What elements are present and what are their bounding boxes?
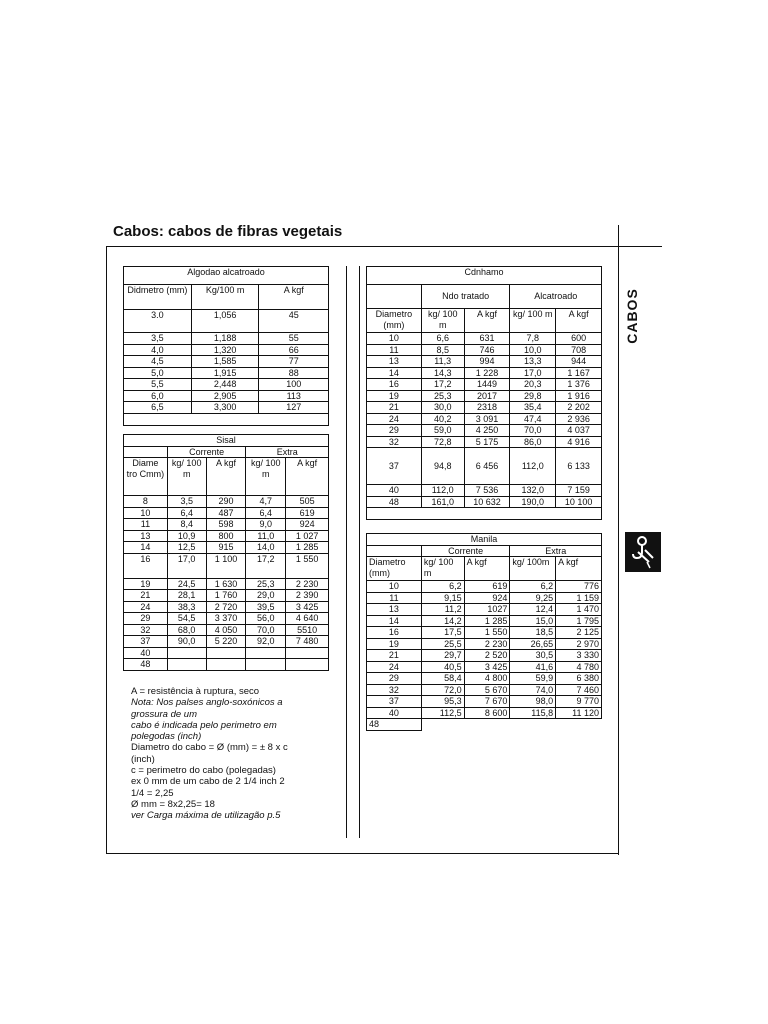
table-cell: 12,4 <box>510 604 556 616</box>
table-cell: 1 470 <box>556 604 602 616</box>
table-cell: 7 536 <box>464 485 510 497</box>
table-cell: 14,3 <box>421 367 464 379</box>
table-cell: 1 376 <box>556 379 602 391</box>
table-cell: 190,0 <box>510 496 556 508</box>
table-cell: 30,5 <box>510 650 556 662</box>
table-cell: 3 091 <box>464 413 510 425</box>
group-header: Corrente <box>167 446 246 458</box>
table-cell: 25,3 <box>421 390 464 402</box>
table-cell: 39,5 <box>246 601 286 613</box>
table-cell <box>206 647 246 659</box>
table-cell: 55 <box>259 333 329 345</box>
table-cell: 1449 <box>464 379 510 391</box>
table-cell: 17,0 <box>167 553 206 578</box>
note-line: Diametro do cabo = Ø (mm) = ± 8 x c <box>131 742 288 754</box>
table-cell: 1,188 <box>191 333 259 345</box>
table-cell: 8,4 <box>167 519 206 531</box>
table-cell: 58,4 <box>421 673 464 685</box>
column-header: A kgf <box>556 557 602 581</box>
group-header: Alcatroado <box>510 285 602 309</box>
table-cell: 72,8 <box>421 436 464 448</box>
column-header: Diametro (mm) <box>367 557 422 581</box>
table-cell: 56,0 <box>246 613 286 625</box>
table-cell: 2 936 <box>556 413 602 425</box>
table-cell: 11 120 <box>556 707 602 719</box>
page-title: Cabos: cabos de fibras vegetais <box>113 223 343 240</box>
column-header: kg/ 100 m <box>246 458 286 496</box>
note-line: ver Carga máxima de utilizagão p.5 <box>131 810 281 822</box>
side-rule <box>618 225 619 855</box>
table-cell: 28,1 <box>167 590 206 602</box>
table-title: Manila <box>367 534 602 546</box>
table-cell: 21 <box>124 590 168 602</box>
table-cell: 24 <box>367 413 422 425</box>
table-cell: 9 770 <box>556 696 602 708</box>
table-cell: 9,15 <box>421 592 464 604</box>
table-cell: 40 <box>367 707 422 719</box>
table-cell: 29,8 <box>510 390 556 402</box>
table-cell: 8 600 <box>464 707 510 719</box>
table-cell: 132,0 <box>510 485 556 497</box>
table-cell: 1,320 <box>191 344 259 356</box>
table-cell: 290 <box>206 496 246 508</box>
table-cell: 1,915 <box>191 367 259 379</box>
table-cell: 10 <box>367 333 422 345</box>
table-cell: 17,0 <box>510 367 556 379</box>
table-cell: 21 <box>367 402 422 414</box>
table-cell <box>167 647 206 659</box>
table-cell: 112,0 <box>510 448 556 485</box>
table-cell: 2 520 <box>464 650 510 662</box>
table-cell: 1 100 <box>206 553 246 578</box>
note-line: Ø mm = 8x2,25= 18 <box>131 798 215 810</box>
table-title: Sisal <box>124 435 329 447</box>
column-header: kg/ 100 m <box>510 309 556 333</box>
column-header: A kgf <box>206 458 246 496</box>
table-cell: 113 <box>259 390 329 402</box>
table-spacer <box>367 508 602 520</box>
table-cell: 29 <box>367 425 422 437</box>
table-cell: 4,5 <box>124 356 192 368</box>
column-header: kg/ 100 m <box>167 458 206 496</box>
table-cell: 66 <box>259 344 329 356</box>
table-cell: 3 425 <box>464 661 510 673</box>
table-cell: 41,6 <box>510 661 556 673</box>
table-cell: 86,0 <box>510 436 556 448</box>
sisal-table <box>123 434 329 671</box>
table-cell: 45 <box>259 310 329 333</box>
table-cell: 161,0 <box>421 496 464 508</box>
table-cell: 24 <box>367 661 422 673</box>
table-cell <box>246 647 286 659</box>
table-cell: 14 <box>124 542 168 554</box>
table-cell: 924 <box>464 592 510 604</box>
table-cell: 95,3 <box>421 696 464 708</box>
table-cell: 2 720 <box>206 601 246 613</box>
table-cell: 26,65 <box>510 638 556 650</box>
note-line: 1/4 = 2,25 <box>131 787 174 799</box>
table-cell: 19 <box>124 578 168 590</box>
table-cell: 2 970 <box>556 638 602 650</box>
column-header: kg/ 100 m <box>421 309 464 333</box>
table-cell: 74,0 <box>510 684 556 696</box>
table-cell: 2,905 <box>191 390 259 402</box>
table-cell: 3 330 <box>556 650 602 662</box>
table-cell: 5,5 <box>124 379 192 391</box>
table-cell: 14,2 <box>421 615 464 627</box>
table-cell: 13 <box>124 530 168 542</box>
table-cell: 3 425 <box>286 601 329 613</box>
table-cell: 94,8 <box>421 448 464 485</box>
table-cell: 70,0 <box>510 425 556 437</box>
table-cell: 598 <box>206 519 246 531</box>
table-cell: 2 390 <box>286 590 329 602</box>
table-cell: 77 <box>259 356 329 368</box>
table-cell: 2017 <box>464 390 510 402</box>
table-cell: 600 <box>556 333 602 345</box>
table-cell: 5,0 <box>124 367 192 379</box>
table-cell: 6,5 <box>124 402 192 414</box>
table-cell: 505 <box>286 496 329 508</box>
table-cell: 1 027 <box>286 530 329 542</box>
table-cell: 37 <box>124 636 168 648</box>
table-cell: 619 <box>464 581 510 593</box>
table-cell: 29,0 <box>246 590 286 602</box>
column-header: A kgf <box>464 309 510 333</box>
table-cell: 14 <box>367 367 422 379</box>
table-title: Cdnhamo <box>367 267 602 285</box>
table-cell: 6 456 <box>464 448 510 485</box>
table-cell <box>286 659 329 671</box>
table-cell: 11 <box>367 344 422 356</box>
table-cell: 12,5 <box>167 542 206 554</box>
table-cell: 1 795 <box>556 615 602 627</box>
table-cell: 915 <box>206 542 246 554</box>
table-cell: 1 285 <box>286 542 329 554</box>
table-cell: 631 <box>464 333 510 345</box>
table-cell: 16 <box>367 627 422 639</box>
table-cell: 6,6 <box>421 333 464 345</box>
table-cell: 5 175 <box>464 436 510 448</box>
column-header: kg/ 100m <box>510 557 556 581</box>
table-cell: 2318 <box>464 402 510 414</box>
table-cell: 10 632 <box>464 496 510 508</box>
table-cell: 3 370 <box>206 613 246 625</box>
algodao-table <box>123 266 329 426</box>
table-cell: 4 780 <box>556 661 602 673</box>
table-cell: 40,2 <box>421 413 464 425</box>
table-cell: 6,2 <box>510 581 556 593</box>
table-cell: 4 050 <box>206 624 246 636</box>
table-cell: 32 <box>124 624 168 636</box>
table-cell: 1027 <box>464 604 510 616</box>
table-cell: 7 670 <box>464 696 510 708</box>
column-header: Didmetro (mm) <box>124 285 192 310</box>
table-cell: 1 916 <box>556 390 602 402</box>
column-divider <box>346 266 347 838</box>
table-cell: 18,5 <box>510 627 556 639</box>
table-cell: 6,4 <box>167 507 206 519</box>
column-header: Kg/100 m <box>191 285 259 310</box>
section-side-label: CABOS <box>624 288 640 344</box>
table-cell: 2 230 <box>286 578 329 590</box>
table-cell: 127 <box>259 402 329 414</box>
table-cell: 708 <box>556 344 602 356</box>
table-cell: 37 <box>367 696 422 708</box>
table-cell: 13 <box>367 604 422 616</box>
table-cell: 10 <box>367 581 422 593</box>
table-cell: 59,0 <box>421 425 464 437</box>
group-header: Ndo tratado <box>421 285 510 309</box>
note-line: A = resistência à ruptura, seco <box>131 686 260 697</box>
table-cell: 3,300 <box>191 402 259 414</box>
canhamo-table <box>366 266 602 520</box>
table-cell: 38,3 <box>167 601 206 613</box>
table-cell: 1 760 <box>206 590 246 602</box>
table-cell: 11,3 <box>421 356 464 368</box>
table-cell <box>286 647 329 659</box>
table-cell <box>167 659 206 671</box>
table-cell: 4,0 <box>124 344 192 356</box>
column-header: A kgf <box>259 285 329 310</box>
table-cell <box>124 446 168 458</box>
table-cell: 3,5 <box>167 496 206 508</box>
table-cell: 115,8 <box>510 707 556 719</box>
table-cell: 10,0 <box>510 344 556 356</box>
table-cell: 29,7 <box>421 650 464 662</box>
table-cell: 10 <box>124 507 168 519</box>
table-cell: 37 <box>367 448 422 485</box>
table-cell: 17,2 <box>421 379 464 391</box>
table-cell: 2 230 <box>464 638 510 650</box>
table-cell: 8,5 <box>421 344 464 356</box>
table-cell: 35,4 <box>510 402 556 414</box>
table-cell: 2 202 <box>556 402 602 414</box>
table-cell: 13 <box>367 356 422 368</box>
column-header: A kgf <box>556 309 602 333</box>
table-cell: 1,056 <box>191 310 259 333</box>
table-cell <box>510 719 556 731</box>
table-cell: 746 <box>464 344 510 356</box>
sisal-rows <box>124 496 329 671</box>
table-cell: 6 380 <box>556 673 602 685</box>
frame-left-rule <box>106 246 107 854</box>
table-cell: 32 <box>367 684 422 696</box>
note-line: grossura de um <box>131 708 198 720</box>
table-cell: 32 <box>367 436 422 448</box>
manila-table <box>366 533 602 731</box>
table-cell: 800 <box>206 530 246 542</box>
column-header: kg/ 100 m <box>421 557 464 581</box>
table-cell: 7 159 <box>556 485 602 497</box>
table-cell: 3.0 <box>124 310 192 333</box>
table-cell: 11,2 <box>421 604 464 616</box>
table-cell: 98,0 <box>510 696 556 708</box>
table-cell: 100 <box>259 379 329 391</box>
column-header: Diame tro Cmm) <box>124 458 168 496</box>
table-cell: 8 <box>124 496 168 508</box>
table-cell: 112,0 <box>421 485 464 497</box>
note-line: polegodas (inch) <box>131 731 202 743</box>
group-header: Extra <box>510 545 602 557</box>
table-cell: 92,0 <box>246 636 286 648</box>
table-cell: 6,2 <box>421 581 464 593</box>
table-cell: 4,7 <box>246 496 286 508</box>
table-cell: 70,0 <box>246 624 286 636</box>
table-cell: 1 167 <box>556 367 602 379</box>
table-cell <box>246 659 286 671</box>
table-cell: 24 <box>124 601 168 613</box>
table-cell: 90,0 <box>167 636 206 648</box>
table-cell: 88 <box>259 367 329 379</box>
table-cell: 1 285 <box>464 615 510 627</box>
table-cell: 9,25 <box>510 592 556 604</box>
table-cell: 5510 <box>286 624 329 636</box>
table-cell: 48 <box>367 496 422 508</box>
table-cell: 16 <box>367 379 422 391</box>
table-cell: 3,5 <box>124 333 192 345</box>
column-header: A kgf <box>464 557 510 581</box>
table-cell: 6,0 <box>124 390 192 402</box>
table-cell: 72,0 <box>421 684 464 696</box>
table-cell: 4 916 <box>556 436 602 448</box>
table-cell: 16 <box>124 553 168 578</box>
table-cell: 19 <box>367 390 422 402</box>
notes-block <box>131 686 346 822</box>
table-cell: 17,2 <box>246 553 286 578</box>
table-cell: 4 250 <box>464 425 510 437</box>
table-cell: 994 <box>464 356 510 368</box>
table-cell: 1 550 <box>464 627 510 639</box>
table-cell: 6,4 <box>246 507 286 519</box>
table-cell: 29 <box>124 613 168 625</box>
table-cell: 1 550 <box>286 553 329 578</box>
header-rule <box>107 246 662 247</box>
table-cell: 40 <box>124 647 168 659</box>
table-cell: 9,0 <box>246 519 286 531</box>
table-cell: 112,5 <box>421 707 464 719</box>
table-cell: 48 <box>124 659 168 671</box>
table-cell: 47,4 <box>510 413 556 425</box>
column-header: Diametro (mm) <box>367 309 422 333</box>
table-cell: 7,8 <box>510 333 556 345</box>
table-cell: 54,5 <box>167 613 206 625</box>
table-spacer <box>124 413 329 425</box>
table-cell: 1,585 <box>191 356 259 368</box>
table-cell: 59,9 <box>510 673 556 685</box>
table-cell: 1 228 <box>464 367 510 379</box>
table-cell <box>367 285 422 309</box>
table-cell: 5 220 <box>206 636 246 648</box>
table-cell: 944 <box>556 356 602 368</box>
table-cell: 7 480 <box>286 636 329 648</box>
table-cell: 30,0 <box>421 402 464 414</box>
table-cell: 68,0 <box>167 624 206 636</box>
table-cell: 4 800 <box>464 673 510 685</box>
table-cell: 10 100 <box>556 496 602 508</box>
table-cell: 487 <box>206 507 246 519</box>
table-cell: 40,5 <box>421 661 464 673</box>
table-cell <box>464 719 510 731</box>
note-line: Nota: Nos palses anglo-soxónicos a <box>131 697 283 709</box>
table-cell: 1 159 <box>556 592 602 604</box>
note-line: (inch) <box>131 753 155 765</box>
table-cell: 19 <box>367 638 422 650</box>
table-cell: 13,3 <box>510 356 556 368</box>
table-cell <box>556 719 602 731</box>
table-cell: 14 <box>367 615 422 627</box>
column-divider <box>359 266 360 838</box>
table-cell <box>206 659 246 671</box>
table-cell: 24,5 <box>167 578 206 590</box>
frame-bottom-rule <box>106 853 619 854</box>
table-cell: 7 460 <box>556 684 602 696</box>
table-cell: 21 <box>367 650 422 662</box>
table-cell: 10,9 <box>167 530 206 542</box>
table-cell: 40 <box>367 485 422 497</box>
table-cell: 5 670 <box>464 684 510 696</box>
column-header: A kgf <box>286 458 329 496</box>
table-cell: 1 630 <box>206 578 246 590</box>
table-cell: 25,5 <box>421 638 464 650</box>
table-cell: 924 <box>286 519 329 531</box>
hook-rope-icon <box>625 532 661 572</box>
table-cell: 29 <box>367 673 422 685</box>
table-cell: 14,0 <box>246 542 286 554</box>
table-cell: 11 <box>367 592 422 604</box>
table-cell: 48 <box>367 719 422 731</box>
table-cell <box>367 545 422 557</box>
table-cell: 776 <box>556 581 602 593</box>
table-cell: 619 <box>286 507 329 519</box>
group-header: Corrente <box>421 545 510 557</box>
table-title: Algodao alcatroado <box>124 267 329 285</box>
table-cell: 15,0 <box>510 615 556 627</box>
group-header: Extra <box>246 446 329 458</box>
note-line: ex 0 mm de um cabo de 2 1/4 inch 2 <box>131 776 285 788</box>
table-cell: 25,3 <box>246 578 286 590</box>
table-cell: 2 125 <box>556 627 602 639</box>
table-cell <box>421 719 464 731</box>
table-cell: 6 133 <box>556 448 602 485</box>
note-line: cabo é indicada pelo perimetro em <box>131 719 277 731</box>
table-cell: 11 <box>124 519 168 531</box>
note-line: c = perimetro do cabo (polegadas) <box>131 765 276 777</box>
table-cell: 4 640 <box>286 613 329 625</box>
table-cell: 2,448 <box>191 379 259 391</box>
table-cell: 4 037 <box>556 425 602 437</box>
table-cell: 20,3 <box>510 379 556 391</box>
table-cell: 11,0 <box>246 530 286 542</box>
table-cell: 17,5 <box>421 627 464 639</box>
